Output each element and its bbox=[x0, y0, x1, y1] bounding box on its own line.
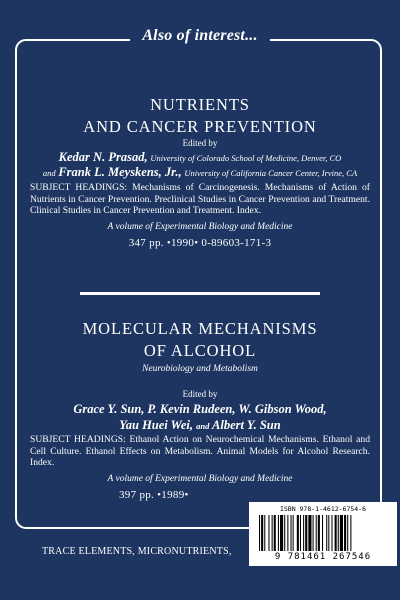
book-1-title-line-2: AND CANCER PREVENTION bbox=[83, 117, 317, 136]
book-2-series: A volume of Experimental Biology and Medicine bbox=[107, 473, 293, 484]
isbn-barcode bbox=[249, 502, 397, 566]
editor-1-name: Kedar N. Prasad, bbox=[58, 150, 148, 164]
book-2-title-line-1: MOLECULAR MECHANISMS bbox=[82, 319, 318, 338]
barcode-digits: 9 781461 267546 bbox=[274, 552, 372, 562]
book-1 bbox=[30, 94, 370, 138]
header-banner bbox=[0, 27, 400, 45]
book-2-details bbox=[30, 434, 370, 501]
book-2-names-and: and bbox=[196, 421, 210, 431]
book-2-title-line-2: OF ALCOHOL bbox=[143, 341, 257, 360]
book-1-editors bbox=[30, 138, 370, 180]
book-2 bbox=[30, 318, 370, 374]
editor-2-affiliation: University of California Cancer Center, Irvine, CA bbox=[184, 168, 358, 178]
book-2-name-sun: Albert Y. Sun bbox=[212, 418, 281, 432]
book-2-subtitle: Neurobiology and Metabolism bbox=[142, 364, 258, 374]
book-1-edited-by: Edited by bbox=[182, 138, 218, 148]
isbn-text: ISBN 978-1-4612-6754-6 bbox=[279, 505, 367, 513]
book-1-editor-2 bbox=[30, 165, 370, 180]
editor-1-affiliation: University of Colorado School of Medicine, Denver, CO bbox=[150, 153, 342, 163]
book-1-details bbox=[30, 182, 370, 249]
section-divider bbox=[80, 292, 320, 295]
book-2-editor-names bbox=[30, 401, 370, 434]
barcode-bars bbox=[259, 515, 387, 551]
book-2-names-line-2 bbox=[30, 417, 370, 434]
book-1-title-line-1: NUTRIENTS bbox=[150, 95, 250, 114]
book-1-pub-info: 347 pp. •1990• 0-89603-171-3 bbox=[128, 236, 272, 249]
header-text: Also of interest... bbox=[130, 27, 269, 44]
book-1-title bbox=[30, 94, 370, 138]
book-2-title bbox=[30, 318, 370, 362]
editor-2-prefix: and bbox=[42, 168, 56, 178]
book-2-name-wei: Yau Huei Wei, bbox=[119, 418, 194, 432]
editor-2-name: Frank L. Meyskens, Jr., bbox=[58, 165, 182, 179]
book-1-subject-headings: SUBJECT HEADINGS: Mechanisms of Carcinogenesis. Mechanisms of Action of Nutrients in Cancer Prevention. Preclinical Studies in Cancer Prevention and Treatment. Clinical Studies in Cancer Prevention and Treatment. Index. bbox=[30, 182, 370, 216]
book-2-editors bbox=[30, 389, 370, 434]
bottom-teaser: TRACE ELEMENTS, MICRONUTRIENTS, bbox=[42, 546, 232, 557]
book-2-subject-headings: SUBJECT HEADINGS: Ethanol Action on Neurochemical Mechanisms. Ethanol and Cell Culture. Ethanol Effects on Metabolism. Animal Models for Alcohol Research. Index. bbox=[30, 434, 370, 468]
book-1-editor-1 bbox=[30, 150, 370, 165]
book-2-edited-by: Edited by bbox=[182, 389, 218, 399]
book-2-names-line-1: Grace Y. Sun, P. Kevin Rudeen, W. Gibson Wood, bbox=[73, 402, 327, 416]
book-2-pub-info: 397 pp. •1989• bbox=[119, 488, 189, 501]
book-1-series: A volume of Experimental Biology and Medicine bbox=[107, 221, 293, 232]
